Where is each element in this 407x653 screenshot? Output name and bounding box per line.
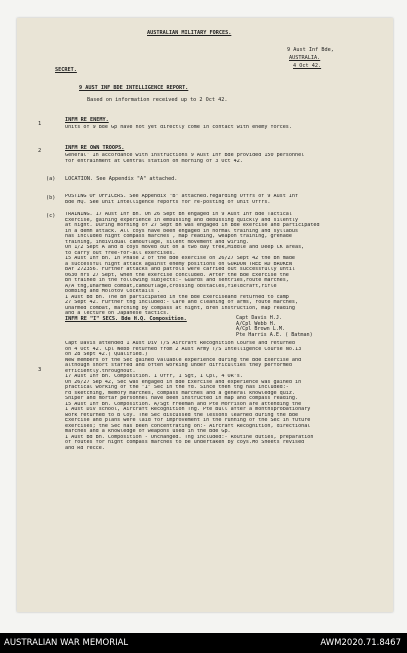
- unit-location: AUSTRALIA.: [289, 55, 321, 61]
- unit-name: 9 Aust Inf Bde,: [287, 47, 334, 53]
- classification-label: SECRET.: [55, 67, 77, 73]
- document-page: [17, 18, 393, 612]
- section-3-line: 1 Aust Div school, Aircraft Recognition Tng. Pte Bull after a monthsprobationary: [65, 407, 311, 412]
- section-3-body: [65, 341, 383, 451]
- report-date: 4 Oct 42.: [293, 63, 322, 69]
- footer-institution: AUSTRALIAN WAR MEMORIAL: [4, 638, 129, 648]
- document-title: AUSTRALIAN MILITARY FORCES.: [147, 30, 232, 36]
- subsection-c-label: (c): [46, 213, 56, 219]
- section-3-line: of routes for night compass marches to be undertaken by coys.Mo Sheets revised: [65, 440, 305, 445]
- section-3-number: 3: [38, 367, 42, 373]
- section-3-line: practical working of the "I" Sec in the fd. Since then tng has included:-: [65, 385, 289, 390]
- section-3-line: Sniper and mortar personnel have been instructed in map and compass reading.: [65, 396, 299, 401]
- section-3-line: although short staffed and often working under difficulties they performed: [65, 363, 292, 368]
- training-line: at night. During morning of 27 Sept Bn was engaged in Bde exercise and participated: [65, 223, 320, 228]
- training-line: unarmed combat, marching by compass at night, Bren instruction, map reading: [65, 305, 296, 311]
- composition-member: Pte Harris A.E. ( Batman): [236, 331, 313, 338]
- section-3-heading: INFM RE "I" SECS. Bde H.Q. Composition.: [65, 316, 187, 322]
- section-3-line: On 26/27 Sep 42, Sec was engaged in Bde Exercise and experience was gained in: [65, 379, 302, 385]
- section-3-line: exercises; the Sec has been concentrating on:- Aircraft Recognition, directional: [65, 423, 311, 429]
- archive-footer: [0, 633, 407, 653]
- subsection-b-line: Bde HQ. See unit Intelligence reports for re-posting of unit Offrs.: [65, 199, 271, 205]
- section-1-number: 1: [38, 121, 42, 127]
- section-3-line: 1 Aust Bd Bn. Composition - Unchanged. Tng included:- Routine duties, preparation: [65, 434, 314, 440]
- composition-member: A/Cpl Webb H.: [236, 320, 276, 327]
- training-line: TRAINING. 17 Aust Inf Bn. On 26 Sept Bn engaged in 9 Aust Inf Bde Tactical: [65, 212, 292, 217]
- training-line: in a demn attack. All coys have been engaged in normal training and syllabus: [65, 228, 299, 234]
- section-3-line: and Rd recce.: [65, 445, 105, 451]
- training-line: 1 Aust Bd Bn. The Bn participated in the Bde Exerciseand returned to camp: [65, 294, 289, 300]
- section-3-line: on 28 Sept 42.( Qualified.): [65, 352, 148, 357]
- section-3-line: New members of the Sec gained valuable experience during the Bde Exercise and: [65, 357, 302, 363]
- section-3-line: 17 Aust Inf Bn. Composition. 1 Offr, 1 Sgt, 1 Cpl, 4 OR's.: [65, 374, 243, 379]
- subsection-a-text: LOCATION. See Appendix "A" attached.: [65, 176, 178, 182]
- section-2-line: General' In accordance with instructions 9 Aust Inf Bde provided 150 personnel: [65, 153, 305, 158]
- section-3-line: marches and a knowledge of weapons used in the Bde Gp.: [65, 429, 231, 434]
- section-3-line: Exercise and plans were laid for improvement in the running of the Sec in future: [65, 418, 311, 423]
- training-line: 27 Sept 42. Further tng included:- Care and cleaning of arms, route marches,: [65, 300, 299, 305]
- section-3-line: work returned to B Coy. The Sec discussed the lessons learned during the Bde: [65, 412, 299, 418]
- training-line: BAY 272356. Further attacks and patrols were carried out successfully until: [65, 267, 296, 272]
- based-on-note: Based on information received up to 2 Oct 42.: [87, 97, 228, 103]
- section-1-line: Units of 9 Bde Gp have not yet directly come in contact with enemy forces.: [65, 125, 292, 130]
- section-3-line: 15 Aust Inf Bn. Composition. A/Sgt Freeman and Pte Morrison are attending the: [65, 401, 302, 407]
- section-1-heading: INFM RE ENEMY.: [65, 117, 109, 123]
- section-3-line: Fd sketching, memory marches, compass marches and a general knowledge quiz.: [65, 390, 296, 396]
- training-line: to carry out free-for-all exercises.: [65, 250, 176, 256]
- training-line: bombing and Molotov Cocktails .: [65, 289, 161, 294]
- subsection-b-body: [65, 194, 383, 205]
- subsection-b-line: POSTING OF OFFICERS. See Appendix "B" attached.regarding Offrs of 9 Aust Inf: [65, 194, 299, 199]
- training-line: A/A tng,unarmed combat,camouflage,crossing obstacles,fieldcraft,rifle: [65, 283, 277, 289]
- training-line: and a lecture on Japanese tactics.: [65, 311, 170, 316]
- training-line: has included night compass marches , map reading, weapon training, grenade: [65, 234, 292, 239]
- subsection-b-label: (b): [46, 195, 56, 201]
- section-2-heading: INFM RE OWN TROOPS.: [65, 145, 125, 151]
- composition-member: Capt Davis H.J.: [236, 315, 283, 321]
- section-1-body: [65, 125, 383, 131]
- section-3-line: efficiently.throughout.: [65, 368, 136, 374]
- subsection-a-label: (a): [46, 176, 56, 182]
- section-2-body: [65, 153, 383, 164]
- section-2-number: 2: [38, 148, 42, 154]
- training-line: a successful night attack against enemy positions on GURDON TREE RD BROKEN: [65, 261, 292, 267]
- footer-accession-number: AWM2020.71.8467: [320, 638, 401, 648]
- section-3-composition: [236, 316, 386, 338]
- report-title: 9 AUST INF BDE INTELLIGENCE REPORT.: [79, 85, 189, 91]
- training-line: 15 Aust Inf Bn. In Phase 2 of the Bde exercise on 26/27 Sept 42 the Bn made: [65, 256, 296, 261]
- training-line: 0630 hrs 27 Sept, when the exercise concluded. After the Bde Exercise the: [65, 272, 289, 278]
- section-3-line: Capt Davis attended 1 Aust Div T/S Aircraft Recognition Course and returned: [65, 341, 296, 346]
- section-3-line: on 4 Oct 42. Cpl Webb returned from 2 Aust Army T/S Intelligence Course No.13: [65, 346, 302, 352]
- training-line: Bn trained in the following subjects:- Guards and sentries,route marches,: [65, 278, 289, 283]
- training-line: training, individual camouflage, silent movement and wiring.: [65, 239, 250, 245]
- training-line: Exercise, gaining experience in embussing and debussing quickly and silently: [65, 217, 299, 223]
- subsection-c-body: [65, 212, 383, 317]
- training-line: On 1/2 Sept A and B coys moved out on a two day trek,Middle and Deep CK areas,: [65, 245, 305, 250]
- composition-member: A/Cpl Brown L.M.: [236, 326, 286, 333]
- section-2-line: for entrainment at Central station on morning of 3 Oct 42.: [65, 158, 243, 164]
